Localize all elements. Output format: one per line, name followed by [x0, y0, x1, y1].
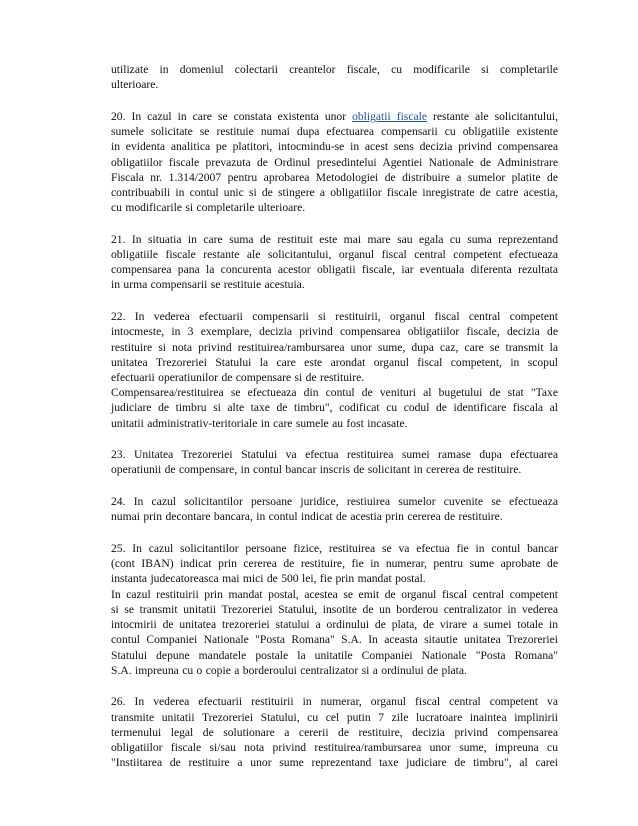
text-line: Fiscala nr. 1.314/2007 pentru aprobarea Metodologiei de distribuire a sumelor platite de	[111, 170, 558, 184]
text-line: "Instiitarea de restituire a unor sume reprezentand taxe judiciare de timbru", al carei	[111, 756, 558, 770]
paragraph	[111, 541, 558, 678]
text-line: in urma compensarii se restituie acestuia.	[111, 278, 305, 292]
paragraph	[111, 309, 558, 431]
text-line: judiciare de timbru si alte taxe de timbru", codificat cu codul de identificare fiscala al	[111, 401, 558, 415]
text-line: Compensarea/restituirea se efectueaza din contul de venituri al bugetului de stat "Taxe	[111, 386, 558, 400]
text-line: termenului legal de solutionare a cererii de restituire, decizia privind compensarea	[111, 725, 558, 739]
text-line: unitatea Trezoreriei Statului la care este arondat organul fiscal competent, in scopul	[111, 355, 558, 369]
paragraph	[111, 447, 558, 477]
text-line: 24. In cazul solicitantilor persoane juridice, restiuirea sumelor cuvenite se efectueaza	[111, 495, 558, 509]
text-line: obligatiilor fiscale si/sau nota privind restituirea/rambursarea unor sume, impreuna cu	[111, 741, 558, 755]
text-line: compensarea pana la concurenta acestor obligatii fiscale, iar eventuala diferenta rezultata	[111, 263, 558, 277]
text-line: intocmeste, in 3 exemplare, decizia privind compensarea obligatiilor fiscale, decizia de	[111, 325, 558, 339]
text-line: obligatiilor fiscale prevazuta de Ordinul presedintelui Agentiei Nationale de Administrare	[111, 155, 558, 169]
obligatii-fiscale-link[interactable]: obligatii fiscale	[352, 109, 427, 123]
paragraph	[111, 109, 558, 215]
text-line: transmite unitatii Trezoreriei Statului, cu cel putin 7 zile lucratoare inaintea implinirii	[111, 710, 558, 724]
text-line: in evidenta analitica pe platitori, intocmindu-se in acest sens decizia privind compensarea	[111, 140, 558, 154]
text-line: S.A. impreuna cu o copie a borderoului centralizator si a ordinului de plata.	[111, 663, 467, 677]
text-line: In cazul restituirii prin mandat postal, acestea se emit de organul fiscal central competent	[111, 587, 558, 601]
text-line: contul Companiei Nationale "Posta Romana" S.A. In aceasta sitautie unitatea Trezoreriei	[111, 633, 558, 647]
paragraph	[111, 232, 558, 293]
text-line: ulterioare.	[111, 78, 159, 92]
text-line: unitatii administrativ-teritoriale in care sumele au fost incasate.	[111, 416, 408, 430]
text-line: utilizate in domeniul colectarii creantelor fiscale, cu modificarile si completarile	[111, 63, 558, 76]
text-line: sumele solicitate se restituie numai dupa efectuarea compensarii cu obligatiile existente	[111, 125, 558, 139]
text-line: 25. In cazul solicitantilor persoane fizice, restituirea se va efectua fie in contul bancar	[111, 542, 558, 556]
paragraph	[111, 694, 558, 770]
text-line: 21. In situatia in care suma de restituit este mai mare sau egala cu suma reprezentand	[111, 232, 558, 246]
text-line: numai prin decontare bancara, in contul indicat de acestia prin cererea de restituire.	[111, 510, 503, 524]
text-line: efectuarii operatiunilor de compensare si de restituire.	[111, 370, 365, 384]
text-line: intocmirii de unitatea trezoreriei statului a ordinului de plata, de virare a sumei totale in	[111, 618, 558, 632]
text-line: 26. In vederea efectuarii restituirii in numerar, organul fiscal central competent va	[111, 695, 558, 709]
text-line: Statului depune mandatele postale la unitatile Companiei Nationale "Posta Romana"	[111, 648, 558, 662]
text-line: 22. In vederea efectuarii compensarii si restituirii, organul fiscal central competent	[111, 310, 558, 324]
text-line: cu modificarile si completarile ulterioare.	[111, 201, 306, 215]
text-line: contribuabili in contul unic si de stingere a obligatiilor fiscale inregistrate de catre acestia,	[111, 185, 558, 199]
paragraph	[111, 494, 558, 524]
text-line: 20. In cazul in care se constata existenta unor obligatii fiscale restante ale solicitantului,	[111, 109, 559, 123]
text-line: 23. Unitatea Trezoreriei Statului va efectua restituirea sumei ramase dupa efectuarea	[111, 448, 558, 462]
text-line: instanta judecatoreasca mai mici de 500 lei, fie prin mandat postal.	[111, 572, 426, 586]
text-line: (cont IBAN) indicat prin cererea de restituire, fie in numerar, pentru sume aprobate de	[111, 557, 558, 571]
text-line: operatiunii de compensare, in contul bancar inscris de solicitant in cererea de restituire.	[111, 463, 522, 477]
text-line: restituire si nota privind restituirea/rambursarea unor sume, dupa caz, care se transmit la	[111, 340, 558, 354]
paragraph	[111, 62, 558, 92]
text-line: obligatiile fiscale restante ale solicitantului, organul fiscal central competent efectueaza	[111, 248, 558, 262]
text-line: si se transmit unitatii Trezoreriei Statului, insotite de un borderou centralizator in vederea	[111, 602, 558, 616]
